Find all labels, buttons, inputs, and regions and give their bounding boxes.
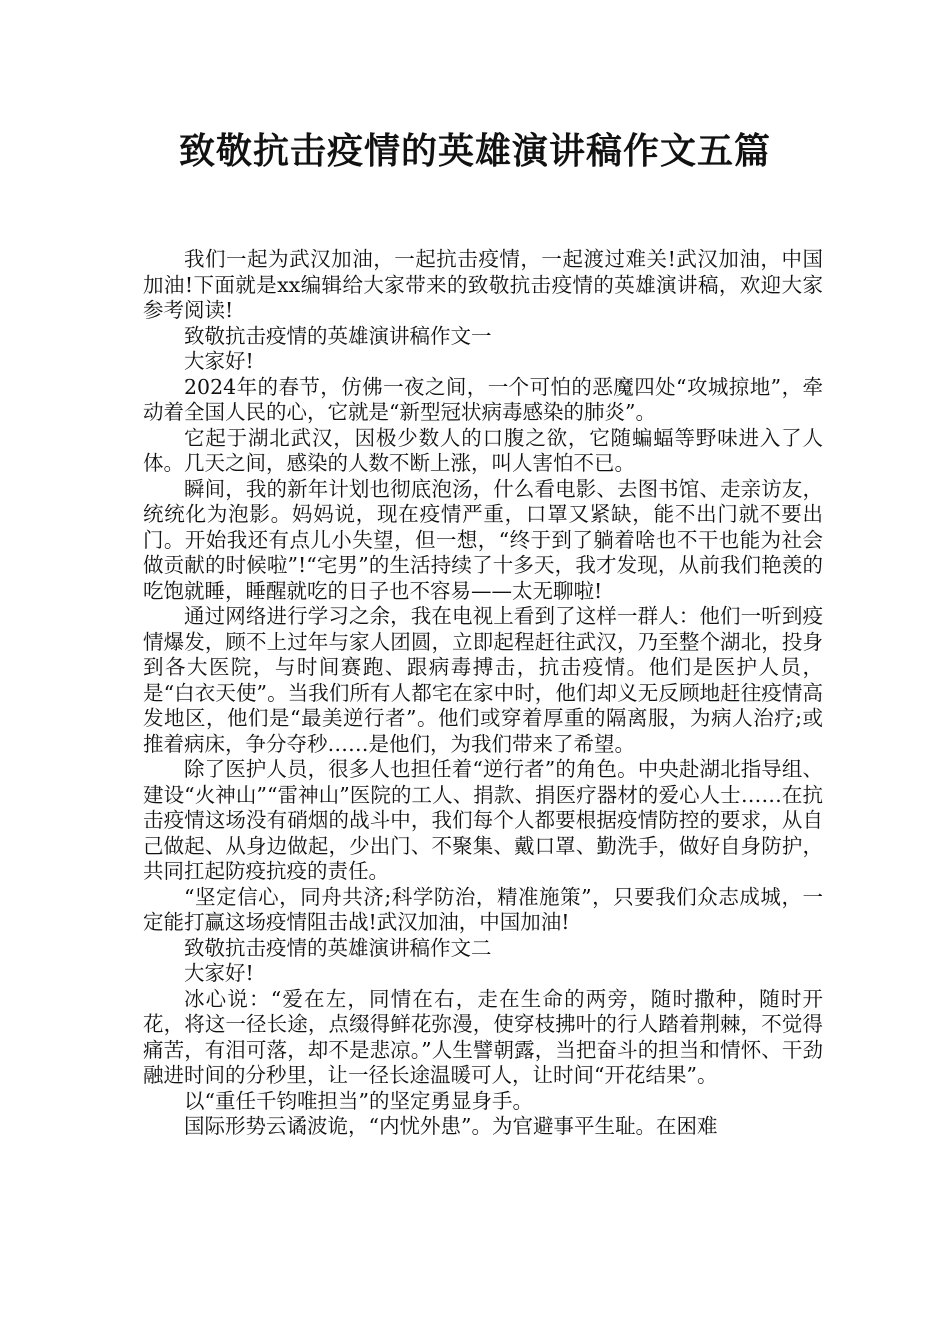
body-paragraph: 瞬间，我的新年计划也彻底泡汤，什么看电影、去图书馆、走亲访友，统统化为泡影。妈妈说，现在疫情严重，口罩又紧缺，能不出门就不要出门。开始我还有点儿小失望，但一想，“终于到了躺着啥也不干也能为社会做贡献的时候啦”!“宅男”的生活持续了十多天，我才发现，从前我们艳羡的吃饱就睡，睡醒就吃的日子也不容易——太无聊啦! <box>143 476 823 603</box>
body-paragraph: 2024年的春节，仿佛一夜之间，一个可怕的恶魔四处“攻城掠地”，牵动着全国人民的心，它就是“新型冠状病毒感染的肺炎”。 <box>143 374 823 424</box>
document-body <box>143 247 823 1140</box>
body-paragraph: 冰心说：“爱在左，同情在右，走在生命的两旁，随时撒种，随时开花，将这一径长途，点缀得鲜花弥漫，使穿枝拂叶的行人踏着荆棘，不觉得痛苦，有泪可落，却不是悲凉。”人生譬朝露，当把奋斗的担当和情怀、干劲融进时间的分秒里，让一径长途温暖可人，让时间“开花结果”。 <box>143 986 823 1087</box>
intro-paragraph: 我们一起为武汉加油，一起抗击疫情，一起渡过难关!武汉加油，中国加油!下面就是xx编辑给大家带来的致敬抗击疫情的英雄演讲稿，欢迎大家参考阅读! <box>143 247 823 322</box>
section-heading-essay-1: 致敬抗击疫情的英雄演讲稿作文一 <box>184 323 492 348</box>
document-title: 致敬抗击疫情的英雄演讲稿作文五篇 <box>178 131 771 172</box>
body-paragraph: 它起于湖北武汉，因极少数人的口腹之欲，它随蝙蝠等野味进入了人体。几天之间，感染的人数不断上涨，叫人害怕不已。 <box>143 425 823 475</box>
greeting-paragraph: 大家好! <box>184 349 254 373</box>
body-paragraph: “坚定信心，同舟共济;科学防治，精准施策”，只要我们众志成城，一定能打赢这场疫情阻击战!武汉加油，中国加油! <box>143 884 823 934</box>
section-heading-essay-2: 致敬抗击疫情的英雄演讲稿作文二 <box>184 935 492 960</box>
body-paragraph: 以“重任千钧唯担当”的坚定勇显身手。 <box>184 1088 533 1113</box>
body-paragraph: 通过网络进行学习之余，我在电视上看到了这样一群人：他们一听到疫情爆发，顾不上过年与家人团圆，立即起程赶往武汉，乃至整个湖北，投身到各大医院，与时间赛跑、跟病毒搏击，抗击疫情。他们是医护人员，是“白衣天使”。当我们所有人都宅在家中时，他们却义无反顾地赶往疫情高发地区，他们是“最美逆行者”。他们或穿着厚重的隔离服，为病人治疗;或推着病床，争分夺秒……是他们，为我们带来了希望。 <box>143 604 823 756</box>
greeting-paragraph: 大家好! <box>184 961 254 985</box>
body-paragraph: 除了医护人员，很多人也担任着“逆行者”的角色。中央赴湖北指导组、建设“火神山”“雷神山”医院的工人、捐款、捐医疗器材的爱心人士……在抗击疫情这场没有硝烟的战斗中，我们每个人都要根据疫情防控的要求，从自己做起、从身边做起，少出门、不聚集、戴口罩、勤洗手，做好自身防护，共同扛起防疫抗疫的责任。 <box>143 757 823 883</box>
body-paragraph: 国际形势云谲波诡，“内忧外患”。为官避事平生耻。在困难 <box>184 1114 718 1138</box>
